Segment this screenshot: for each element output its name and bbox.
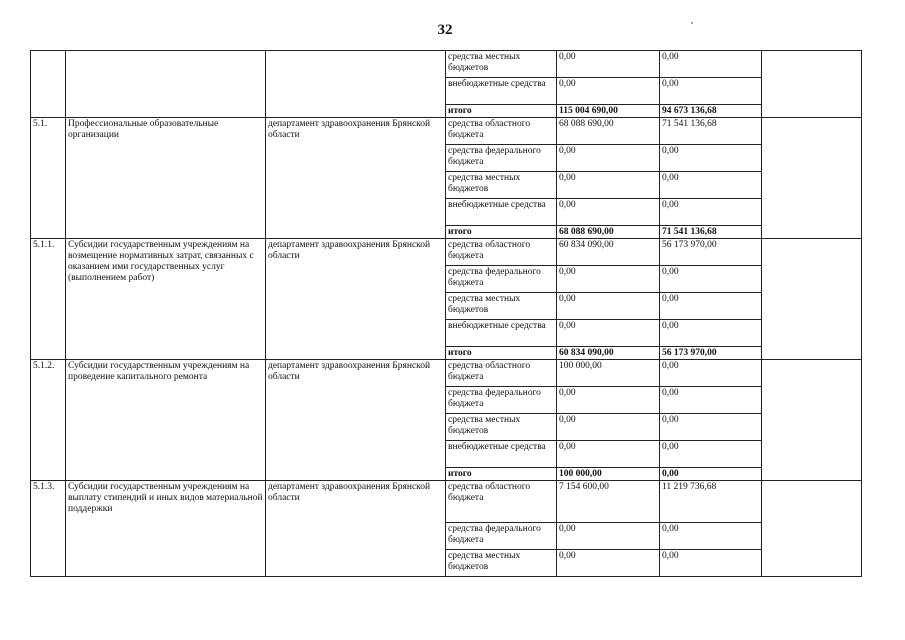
value-cell: 100 000,00 [557,360,660,387]
value-cell: 0,00 [557,441,660,468]
fund-cell: итого [446,468,557,481]
dept-cell: департамент здравоохранения Брянской области [266,481,446,577]
value-cell: 0,00 [660,414,762,441]
blank-cell [762,360,862,481]
name-cell: Субсидии государственным учреждениям на возмещение нормативных затрат, связанных с оказанием ими государственных услуг (выполнением работ) [66,239,266,360]
num-cell [31,51,66,118]
blank-cell [762,481,862,577]
fund-cell: внебюджетные средства [446,199,557,226]
scan-speck [691,22,693,24]
name-cell: Профессиональные образовательные организации [66,118,266,239]
value-cell: 71 541 136,68 [660,118,762,145]
blank-cell [762,51,862,118]
value-cell: 0,00 [660,468,762,481]
value-cell: 0,00 [557,387,660,414]
value-cell: 56 173 970,00 [660,239,762,266]
value-cell: 0,00 [660,441,762,468]
value-cell: 0,00 [660,145,762,172]
fund-cell: средства местных бюджетов [446,293,557,320]
page-number: 32 [437,22,453,38]
table-row [31,239,862,266]
value-cell: 0,00 [557,145,660,172]
fund-cell: средства федерального бюджета [446,266,557,293]
blank-cell [762,118,862,239]
fund-cell: средства областного бюджета [446,481,557,523]
value-cell: 0,00 [557,320,660,347]
fund-cell: средства областного бюджета [446,360,557,387]
num-cell: 5.1.1. [31,239,66,360]
value-cell: 0,00 [660,320,762,347]
fund-cell: итого [446,226,557,239]
value-cell: 0,00 [557,199,660,226]
fund-cell: средства местных бюджетов [446,172,557,199]
value-cell: 0,00 [660,550,762,577]
value-cell: 0,00 [557,523,660,550]
num-cell: 5.1.3. [31,481,66,577]
table-row [31,360,862,387]
value-cell: 0,00 [557,78,660,105]
value-cell: 100 000,00 [557,468,660,481]
fund-cell: средства федерального бюджета [446,387,557,414]
value-cell: 56 173 970,00 [660,347,762,360]
dept-cell: департамент здравоохранения Брянской области [266,118,446,239]
dept-cell [266,51,446,118]
value-cell: 71 541 136,68 [660,226,762,239]
value-cell: 0,00 [660,523,762,550]
fund-cell: средства местных бюджетов [446,51,557,78]
value-cell: 0,00 [557,266,660,293]
fund-cell: итого [446,347,557,360]
fund-cell: средства местных бюджетов [446,414,557,441]
fund-cell: средства областного бюджета [446,239,557,266]
value-cell: 94 673 136,68 [660,105,762,118]
value-cell: 7 154 600,00 [557,481,660,523]
value-cell: 115 004 690,00 [557,105,660,118]
value-cell: 0,00 [660,293,762,320]
value-cell: 0,00 [660,199,762,226]
value-cell: 60 834 090,00 [557,239,660,266]
value-cell: 0,00 [660,360,762,387]
value-cell: 0,00 [557,51,660,78]
fund-cell: внебюджетные средства [446,441,557,468]
value-cell: 0,00 [557,293,660,320]
value-cell: 0,00 [557,172,660,199]
table-body [31,51,862,577]
value-cell: 0,00 [557,414,660,441]
value-cell: 0,00 [660,78,762,105]
fund-cell: итого [446,105,557,118]
value-cell: 0,00 [660,172,762,199]
table-row [31,481,862,523]
dept-cell: департамент здравоохранения Брянской области [266,239,446,360]
fund-cell: внебюджетные средства [446,78,557,105]
num-cell: 5.1. [31,118,66,239]
table-row [31,118,862,145]
name-cell: Субсидии государственным учреждениям на выплату стипендий и иных видов материальной поддержки [66,481,266,577]
budget-table [30,50,862,577]
fund-cell: средства областного бюджета [446,118,557,145]
value-cell: 68 088 690,00 [557,118,660,145]
name-cell: Субсидии государственным учреждениям на проведение капитального ремонта [66,360,266,481]
fund-cell: средства федерального бюджета [446,145,557,172]
name-cell [66,51,266,118]
value-cell: 0,00 [660,51,762,78]
fund-cell: внебюджетные средства [446,320,557,347]
value-cell: 68 088 690,00 [557,226,660,239]
fund-cell: средства местных бюджетов [446,550,557,577]
value-cell: 0,00 [660,266,762,293]
table-row [31,51,862,78]
num-cell: 5.1.2. [31,360,66,481]
value-cell: 60 834 090,00 [557,347,660,360]
dept-cell: департамент здравоохранения Брянской области [266,360,446,481]
value-cell: 11 219 736,68 [660,481,762,523]
blank-cell [762,239,862,360]
value-cell: 0,00 [557,550,660,577]
value-cell: 0,00 [660,387,762,414]
fund-cell: средства федерального бюджета [446,523,557,550]
